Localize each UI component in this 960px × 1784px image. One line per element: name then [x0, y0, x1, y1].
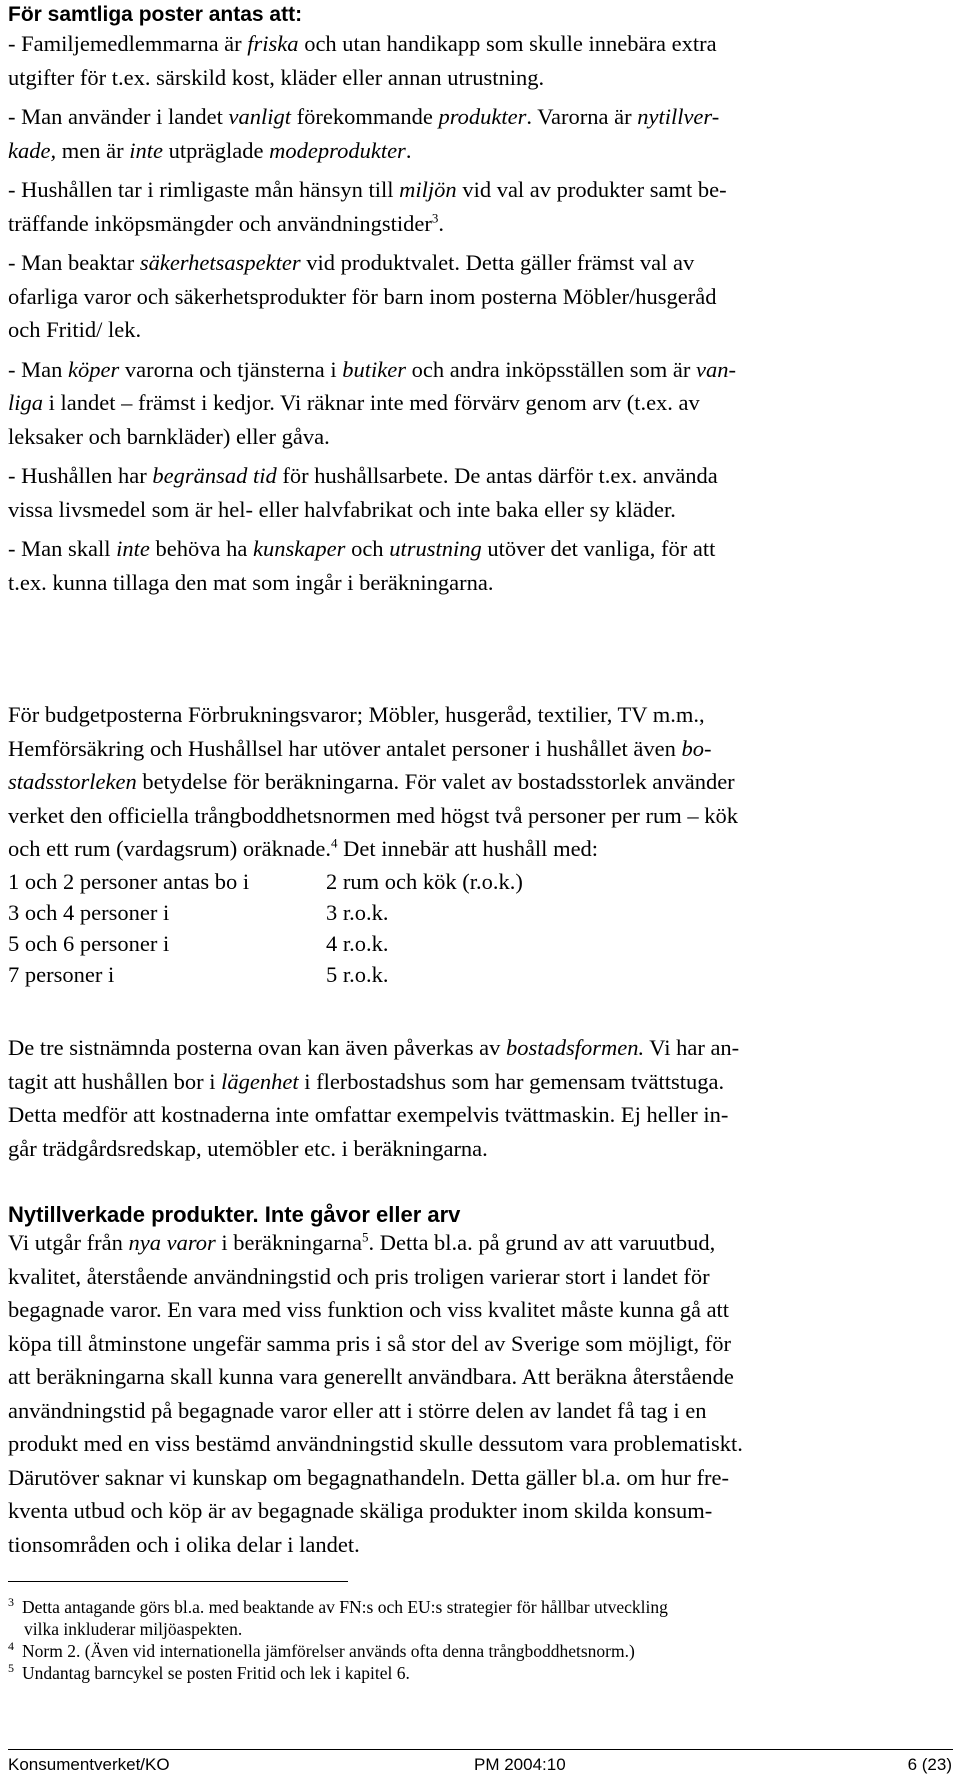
text-run: produkt med en viss bestämd användningstid skulle dessutom vara problematiskt. — [8, 1431, 743, 1456]
text-run: Vi har an- — [644, 1035, 740, 1060]
text-run: Vi utgår från — [8, 1230, 129, 1255]
footnote-number: 3 — [8, 1595, 14, 1610]
section-heading-new-products: Nytillverkade produkter. Inte gåvor eller arv — [8, 1202, 461, 1227]
text-run: ofarliga varor och säkerhetsprodukter för barn inom posterna Möbler/husgeråd — [8, 283, 717, 309]
text-run: Detta medför att kostnaderna inte omfattar exempelvis tvättmaskin. Ej heller in- — [8, 1102, 729, 1127]
dwelling-size-cell: 5 r.o.k. — [326, 962, 389, 987]
footnote-separator — [8, 1581, 348, 1582]
text-run: och — [345, 536, 390, 561]
text-line — [8, 1132, 953, 1166]
emphasis-run: butiker — [342, 356, 407, 382]
text-run: vid produktvalet. Detta gäller främst val av — [300, 250, 695, 275]
emphasis-run: köper — [68, 356, 120, 382]
text-run: Därutöver saknar vi kunskap om begagnathandeln. Detta gäller bl.a. om hur fre- — [8, 1464, 729, 1490]
household-size-cell: 7 personer i — [8, 962, 115, 987]
text-run: utpräglade — [162, 137, 270, 163]
text-line — [8, 420, 953, 454]
text-run: t.ex. kunna tillaga den mat som ingår i beräkningarna. — [8, 569, 494, 595]
emphasis-run: van- — [695, 356, 736, 382]
text-run: kventa utbud och köp är av begagnade skäliga produkter inom skilda konsum- — [8, 1498, 713, 1523]
emphasis-run: vanligt — [228, 104, 292, 129]
text-line — [8, 1327, 953, 1361]
text-line — [8, 386, 953, 420]
room-table-row — [8, 959, 523, 990]
assumption-item — [8, 246, 953, 347]
text-run: träffande inköpsmängder och användningstider — [8, 210, 432, 236]
dwelling-size-cell: 2 rum och kök (r.o.k.) — [326, 869, 523, 894]
footer-publisher: Konsumentverket/KO — [8, 1755, 170, 1774]
text-line — [8, 799, 953, 833]
emphasis-run: inte — [116, 536, 150, 561]
emphasis-run: kade, — [8, 137, 57, 163]
text-line — [8, 1461, 953, 1495]
emphasis-run: nytillver- — [637, 104, 720, 129]
text-line — [8, 1293, 953, 1327]
text-line — [8, 493, 953, 527]
text-run: begagnade varor. En vara med viss funktion och viss kvalitet måste kunna gå att — [8, 1297, 730, 1322]
text-run: och Fritid/ lek. — [8, 317, 142, 342]
text-line — [8, 1394, 953, 1428]
text-line — [8, 765, 953, 799]
footnote-reference: 5 — [361, 1229, 369, 1245]
assumption-item — [8, 173, 953, 240]
text-line — [8, 207, 953, 241]
footer-rule — [8, 1749, 953, 1750]
text-run: För budgetposterna Förbrukningsvaror; Möbler, husgeråd, textilier, TV m.m., — [8, 702, 705, 727]
text-run: att beräkningarna skall kunna vara generellt användbara. Att beräkna återstående — [8, 1364, 734, 1389]
emphasis-run: nya varor — [128, 1230, 216, 1255]
emphasis-run: stadsstorleken — [8, 769, 137, 794]
room-table-row — [8, 866, 523, 897]
assumption-item — [8, 353, 953, 454]
emphasis-run: inte — [129, 137, 163, 163]
text-run: . Varorna är — [526, 104, 638, 129]
text-run: - Man skall — [8, 536, 117, 561]
text-line — [8, 459, 953, 493]
footnote — [8, 1596, 953, 1640]
text-line — [8, 353, 953, 387]
emphasis-run: miljön — [399, 177, 457, 202]
text-run: kvalitet, återstående användningstid och pris troligen varierar stort i landet för — [8, 1263, 710, 1289]
assumption-item — [8, 27, 953, 94]
text-line — [8, 61, 953, 95]
text-run: i beräkningarna — [215, 1230, 362, 1255]
footnote-text: Detta antagande görs bl.a. med beaktande av FN:s och EU:s strategier för hållbar utveckling — [22, 1597, 668, 1617]
text-line — [8, 1260, 953, 1294]
emphasis-run: liga — [8, 390, 44, 415]
text-run: - Familjemedlemmarna är — [8, 31, 248, 56]
emphasis-run: modeprodukter — [269, 137, 406, 163]
room-table-row — [8, 928, 523, 959]
text-run: tionsområden och i olika delar i landet. — [8, 1531, 360, 1557]
text-run: Det innebär att hushåll med: — [337, 836, 599, 861]
text-run: vissa livsmedel som är hel- eller halvfabrikat och inte baka eller sy kläder. — [8, 496, 676, 522]
text-run: vid val av produkter samt be- — [456, 177, 727, 202]
emphasis-run: lägenhet — [221, 1068, 299, 1094]
text-run: köpa till åtminstone ungefär samma pris i så stor del av Sverige som möjligt, för — [8, 1330, 731, 1356]
text-line — [8, 732, 953, 766]
dwelling-size-cell: 3 r.o.k. — [326, 900, 389, 925]
text-line — [8, 173, 953, 207]
text-line — [8, 1360, 953, 1394]
footnote-text: Norm 2. (Även vid internationella jämförelser används ofta denna trångboddhetsnorm.) — [22, 1641, 635, 1661]
emphasis-run: bostadsformen. — [505, 1035, 645, 1060]
paragraph-budget-posts — [8, 698, 953, 866]
text-run: De tre sistnämnda posterna ovan kan även påverkas av — [8, 1035, 506, 1060]
text-run: varorna och tjänsterna i — [119, 356, 343, 382]
room-size-table — [8, 866, 523, 990]
text-run: leksaker och barnkläder) eller gåva. — [8, 423, 330, 449]
footnote-text: vilka inkluderar miljöaspekten. — [24, 1619, 243, 1639]
footnote-number: 5 — [8, 1661, 14, 1676]
text-line — [8, 832, 953, 866]
emphasis-run: bo- — [681, 735, 712, 761]
footnote — [8, 1662, 953, 1684]
text-run: för hushållsarbete. De antas därför t.ex. använda — [276, 463, 718, 488]
text-line — [8, 1528, 953, 1562]
emphasis-run: kunskaper — [252, 536, 346, 561]
text-line — [8, 532, 953, 566]
text-run: verket den officiella trångboddhetsnormen med högst två personer per rum – kök — [8, 802, 738, 828]
text-run: tagit att hushållen bor i — [8, 1068, 222, 1094]
text-run: utgifter för t.ex. särskild kost, kläder eller annan utrustning. — [8, 64, 545, 90]
text-run: i landet – främst i kedjor. Vi räknar inte med förvärv genom arv (t.ex. av — [43, 390, 700, 415]
text-run: - Man — [8, 356, 68, 382]
text-run: betydelse för beräkningarna. För valet av bostadsstorlek använder — [136, 769, 735, 794]
footnotes — [8, 1596, 953, 1684]
text-run: . — [438, 210, 444, 236]
footer-document-id: PM 2004:10 — [474, 1755, 566, 1774]
text-line — [8, 566, 953, 600]
emphasis-run: begränsad tid — [152, 463, 277, 488]
emphasis-run: säkerhetsaspekter — [139, 250, 301, 275]
text-line — [8, 1427, 953, 1461]
footnote-line — [8, 1662, 953, 1684]
text-run: går trädgårdsredskap, utemöbler etc. i beräkningarna. — [8, 1135, 488, 1161]
text-run: användningstid på begagnade varor eller att i större delen av landet få tag i en — [8, 1397, 707, 1423]
emphasis-run: friska — [247, 31, 299, 56]
text-run: - Hushållen har — [8, 463, 153, 488]
text-run: . — [405, 137, 412, 163]
text-line — [8, 698, 953, 732]
text-run: behöva ha — [149, 536, 253, 561]
text-line — [8, 1098, 953, 1132]
text-run: förekommande — [291, 104, 439, 129]
assumption-item — [8, 532, 953, 599]
text-run: - Man beaktar — [8, 250, 140, 275]
text-line — [8, 1226, 953, 1260]
text-line — [8, 313, 953, 347]
assumption-item — [8, 459, 953, 526]
text-line — [8, 1494, 953, 1528]
text-line — [8, 100, 953, 134]
paragraph-housing-form — [8, 1031, 953, 1165]
household-size-cell: 3 och 4 personer i — [8, 900, 170, 925]
text-line — [8, 246, 953, 280]
footnote-number: 4 — [8, 1639, 14, 1654]
text-line — [8, 1031, 953, 1065]
text-run: och ett rum (vardagsrum) oräknade. — [8, 836, 331, 861]
footnote-line — [8, 1596, 953, 1618]
assumption-list — [8, 27, 953, 599]
emphasis-run: produkter — [438, 104, 527, 129]
text-line — [8, 1065, 953, 1099]
text-run: . Detta bl.a. på grund av att varuutbud, — [368, 1230, 716, 1255]
text-run: men är — [56, 137, 130, 163]
text-line — [8, 27, 953, 61]
household-size-cell: 1 och 2 personer antas bo i — [8, 869, 250, 894]
text-run: utöver det vanliga, för att — [481, 536, 716, 561]
footnote-reference: 3 — [431, 210, 439, 225]
room-table-row — [8, 897, 523, 928]
footnote-line — [8, 1618, 953, 1640]
footnote-reference: 4 — [331, 835, 338, 851]
paragraph-new-products — [8, 1226, 953, 1561]
text-run: - Man använder i landet — [8, 104, 229, 129]
text-run: i flerbostadshus som har gemensam tvättstuga. — [298, 1068, 725, 1094]
text-run: och andra inköpsställen som är — [406, 356, 696, 382]
footnote-text: Undantag barncykel se posten Fritid och lek i kapitel 6. — [22, 1663, 410, 1683]
text-run: och utan handikapp som skulle innebära extra — [298, 31, 717, 56]
text-line — [8, 280, 953, 314]
text-run: Hemförsäkring och Hushållsel har utöver antalet personer i hushållet även — [8, 735, 682, 761]
emphasis-run: utrustning — [389, 536, 482, 561]
household-size-cell: 5 och 6 personer i — [8, 931, 170, 956]
section-heading-assumptions: För samtliga poster antas att: — [8, 3, 303, 26]
footnote — [8, 1640, 953, 1662]
footer-page-number: 6 (23) — [907, 1755, 952, 1774]
text-line — [8, 134, 953, 168]
footnote-line — [8, 1640, 953, 1662]
assumption-item — [8, 100, 953, 167]
text-run: - Hushållen tar i rimligaste mån hänsyn till — [8, 177, 400, 202]
dwelling-size-cell: 4 r.o.k. — [326, 931, 389, 956]
